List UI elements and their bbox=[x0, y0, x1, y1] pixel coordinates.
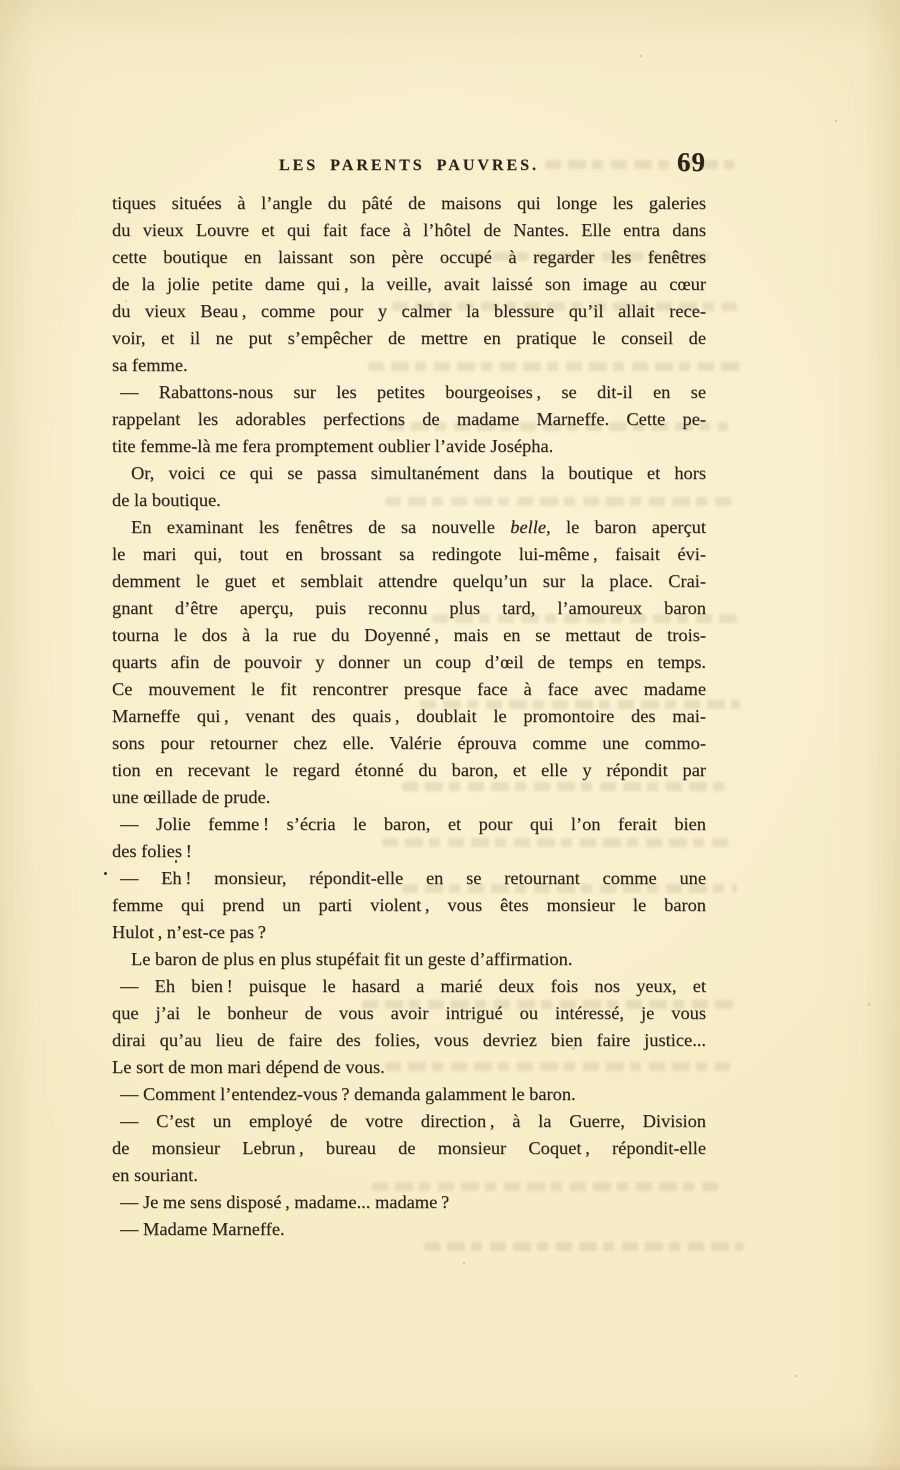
text-line: femme qui prend un parti violent , vous êtes monsieur le baron bbox=[112, 895, 707, 915]
text-line: quarts afin de pouvoir y donner un coup d’œil de temps en temps. bbox=[112, 652, 706, 672]
paragraph bbox=[112, 460, 706, 514]
text-line: de la jolie petite dame qui , la veille, avait laissé son image au cœur bbox=[112, 274, 706, 294]
text-line: des folies ! bbox=[112, 841, 192, 861]
text-line: sa femme. bbox=[112, 355, 188, 375]
text-line: de monsieur Lebrun , bureau de monsieur Coquet , répondit-elle bbox=[112, 1138, 706, 1158]
text-line: — Jolie femme ! s’écria le baron, et pour qui l’on ferait bien bbox=[120, 814, 706, 834]
paragraph bbox=[112, 1081, 706, 1108]
text-line: tiques situées à l’angle du pâté de maisons qui longe les galeries bbox=[112, 193, 706, 213]
text-line: tourna le dos à la rue du Doyenné , mais en se mettaut de trois- bbox=[112, 625, 706, 645]
text-line: Ce mouvement le fit rencontrer presque face à face avec madame bbox=[112, 679, 706, 699]
ink-speck bbox=[104, 872, 107, 875]
text-line: demment le guet et semblait attendre quelqu’un sur la place. Crai- bbox=[112, 571, 706, 591]
paragraph bbox=[112, 865, 706, 946]
page-bottom-edge bbox=[0, 1464, 900, 1470]
text-line: — Rabattons-nous sur les petites bourgeoises , se dit-il en se bbox=[120, 382, 706, 402]
text-line: Or, voici ce qui se passa simultanément dans la boutique et hors bbox=[131, 463, 706, 483]
paragraph bbox=[112, 379, 706, 460]
text-line: tion en recevant le regard étonné du baron, et elle y répondit par bbox=[112, 760, 706, 780]
text-line: Marneffe qui , venant des quais , doublait le promontoire des mai- bbox=[112, 706, 706, 726]
text-line: En examinant les fenêtres de sa nouvelle belle, le baron aperçut bbox=[131, 517, 706, 537]
text-line: une œillade de prude. bbox=[112, 787, 271, 807]
paragraph bbox=[112, 946, 706, 973]
text-line: rappelant les adorables perfections de madame Marneffe. Cette pe- bbox=[112, 409, 706, 429]
text-line: le mari qui, tout en brossant sa redingote lui-même , faisait évi- bbox=[112, 544, 706, 564]
page-header bbox=[112, 147, 706, 188]
text-line: Le baron de plus en plus stupéfait fit un geste d’affirmation. bbox=[131, 949, 573, 969]
text-line: — C’est un employé de votre direction , à la Guerre, Division bbox=[120, 1111, 706, 1131]
paragraph bbox=[112, 1189, 706, 1216]
paragraph bbox=[112, 1108, 706, 1189]
paragraph bbox=[112, 1216, 706, 1243]
text-line: du vieux Beau , comme pour y calmer la blessure qu’il allait rece- bbox=[112, 301, 706, 321]
paragraph bbox=[112, 811, 706, 865]
text-line: dirai qu’au lieu de faire des folies, vous devriez bien faire justice... bbox=[112, 1030, 706, 1050]
text-line: Hulot , n’est-ce pas ? bbox=[112, 922, 266, 942]
text-line: du vieux Louvre et qui fait face à l’hôtel de Nantes. Elle entra dans bbox=[112, 220, 706, 240]
page-number: 69 bbox=[677, 147, 706, 177]
paragraph bbox=[112, 973, 706, 1081]
paper-fleck bbox=[835, 120, 837, 122]
text-line: tite femme-là me fera promptement oublier l’avide Josépha. bbox=[112, 436, 554, 456]
text-line: en souriant. bbox=[112, 1165, 198, 1185]
paragraph bbox=[112, 514, 706, 811]
running-title: LES PARENTS PAUVRES. bbox=[278, 157, 540, 174]
text-line: — Comment l’entendez-vous ? demanda galamment le baron. bbox=[120, 1084, 576, 1104]
text-line: cette boutique en laissant son père occupé à regarder les fenêtres bbox=[112, 247, 706, 267]
text-line: de la boutique. bbox=[112, 490, 221, 510]
text-line: Le sort de mon mari dépend de vous. bbox=[112, 1057, 385, 1077]
page-body bbox=[112, 190, 706, 1243]
text-line: — Eh ! monsieur, répondit-elle en se retournant comme une bbox=[120, 868, 706, 888]
paper-fleck bbox=[868, 1003, 870, 1006]
text-line: — Eh bien ! puisque le hasard a marié deux fois nos yeux, et bbox=[120, 976, 707, 996]
paragraph bbox=[112, 190, 706, 379]
text-line: gnant d’être aperçu, puis reconnu plus tard, l’amoureux baron bbox=[112, 598, 706, 618]
text-line: — Madame Marneffe. bbox=[120, 1219, 285, 1239]
paper-fleck bbox=[640, 55, 642, 57]
text-line: que j’ai le bonheur de vous avoir intrigué ou intéressé, je vous bbox=[112, 1003, 706, 1023]
text-line: sons pour retourner chez elle. Valérie éprouva comme une commo- bbox=[112, 733, 706, 753]
paper-fleck bbox=[795, 1375, 797, 1377]
paper-fleck bbox=[463, 1262, 465, 1264]
text-line: voir, et il ne put s’empêcher de mettre en pratique le conseil de bbox=[112, 328, 706, 348]
text-line: — Je me sens disposé , madame... madame ? bbox=[120, 1192, 450, 1212]
